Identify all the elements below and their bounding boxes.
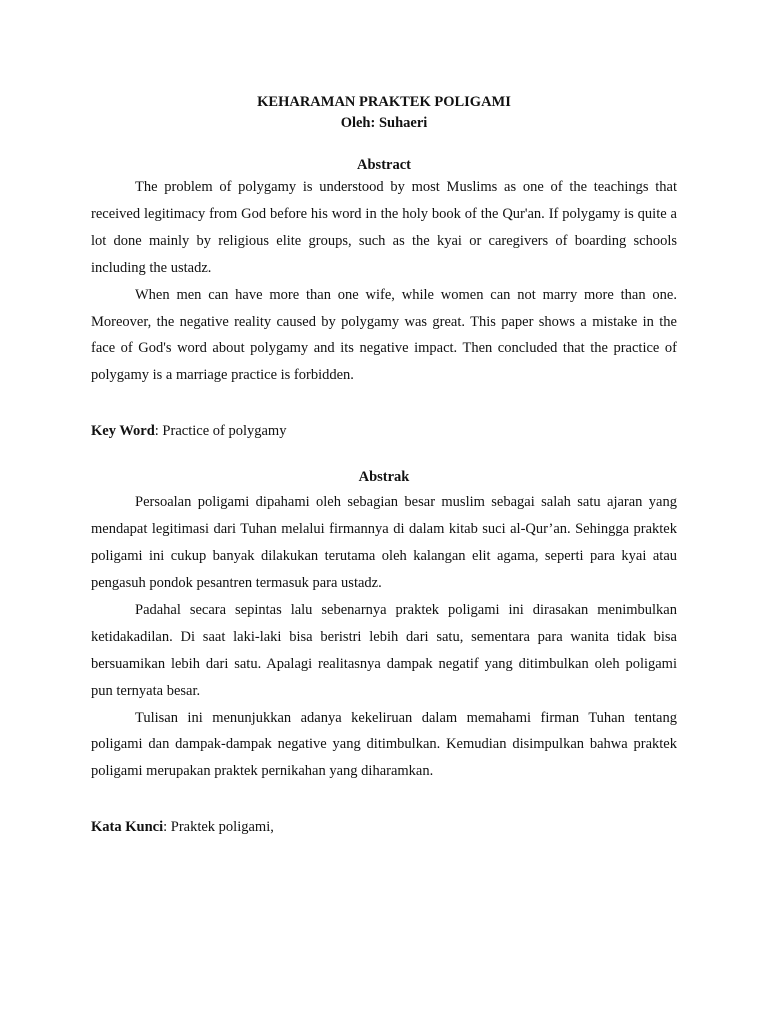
document-title: KEHARAMAN PRAKTEK POLIGAMI [257, 94, 511, 110]
abstrak-paragraph: Persoalan poligami dipahami oleh sebagian besar muslim sebagai salah satu ajaran yang mendapat legitimasi dari Tuhan melalui firmannya di dalam kitab suci al-Qur’an. Sehingga praktek poligami ini cukup banyak dilakukan terutama oleh kalangan elit agama, seperti para kyai atau pengasuh pondok pesantren termasuk para ustadz. [91, 494, 677, 591]
abstrak-paragraph: Padahal secara sepintas lalu sebenarnya praktek poligami ini dirasakan menimbulkan ketidakadilan. Di saat laki-laki bisa beristri lebih dari satu, sementara para wanita tidak bisa bersuamikan lebih dari satu. Apalagi realitasnya dampak negatif yang ditimbulkan oleh poligami pun ternyata besar. [91, 601, 677, 699]
kata-kunci-value: : Praktek poligami, [163, 819, 274, 836]
kata-kunci-label: Kata Kunci [91, 819, 164, 836]
abstract-english [91, 155, 677, 442]
kata-kunci-line [91, 817, 677, 838]
abstrak-heading: Abstrak [358, 469, 410, 486]
abstract-indonesian [91, 467, 677, 838]
document-page [91, 92, 677, 838]
abstrak-paragraph: Tulisan ini menunjukkan adanya kekeliruan dalam memahami firman Tuhan tentang poligami dan dampak-dampak negative yang ditimbulkan. Kemudian disimpulkan bahwa praktek poligami merupakan praktek pernikahan yang diharamkan. [91, 709, 677, 780]
keywords-line [91, 421, 677, 442]
abstract-heading: Abstract [357, 157, 411, 173]
document-author: Oleh: Suhaeri [340, 115, 428, 131]
abstract-paragraph: When men can have more than one wife, while women can not marry more than one. Moreover, the negative reality caused by polygamy was great. This paper shows a mistake in the face of God's word about polygamy and its negative impact. Then concluded that the practice of polygamy is a marriage practice is forbidden. [91, 286, 677, 384]
keywords-value: : Practice of polygamy [154, 423, 287, 440]
abstract-paragraph: The problem of polygamy is understood by most Muslims as one of the teachings that received legitimacy from God before his word in the holy book of the Qur'an. If polygamy is quite a lot done mainly by religious elite groups, such as the kyai or caregivers of boarding schools including the ustadz. [91, 179, 677, 276]
keywords-label: Key Word [91, 423, 155, 440]
